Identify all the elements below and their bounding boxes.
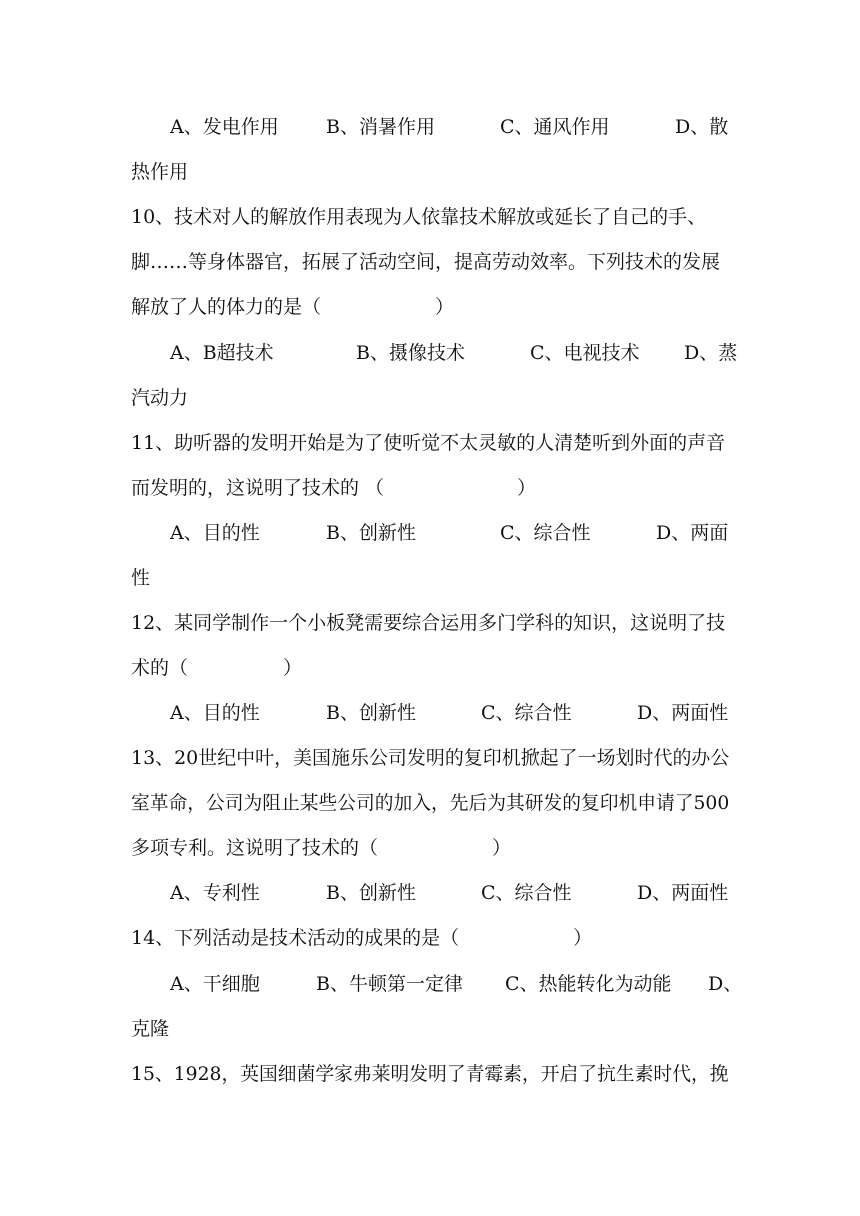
q11-option-c: C、综合性 [500, 522, 591, 544]
q14-option-d-wrap: 克隆 [131, 1018, 170, 1040]
q9-options [0, 112, 860, 142]
q12-line-2: 术的（ ） [131, 657, 303, 679]
q12-option-d: D、两面性 [637, 702, 729, 724]
q12-option-c: C、综合性 [481, 702, 572, 724]
q15-line-1: 15、1928，英国细菌学家弗莱明发明了青霉素，开启了抗生素时代，挽 [131, 1063, 729, 1085]
q9-option-d: D、散 [675, 116, 729, 138]
q12-line-1: 12、某同学制作一个小板凳需要综合运用多门学科的知识，这说明了技 [131, 612, 726, 634]
q13-line-3: 多项专利。这说明了技术的（ ） [131, 837, 512, 859]
q14-option-a: A、干细胞 [170, 973, 260, 995]
q11-line-1: 11、助听器的发明开始是为了使听觉不太灵敏的人清楚听到外面的声音 [131, 432, 726, 454]
q10-option-d: D、蒸 [684, 342, 738, 364]
q11-option-d: D、两面 [656, 522, 729, 544]
q9-option-c: C、通风作用 [500, 116, 610, 138]
q9-option-a: A、发电作用 [170, 116, 279, 138]
q14-option-d: D、 [708, 973, 743, 995]
q10-option-a: A、B超技术 [170, 342, 274, 364]
q11-line-2: 而发明的，这说明了技术的 （ ） [131, 477, 537, 499]
q11-option-b: B、创新性 [326, 522, 416, 544]
q10-option-d-wrap: 汽动力 [131, 387, 189, 409]
q10-line-3: 解放了人的体力的是（ ） [131, 296, 455, 318]
q9-option-b: B、消暑作用 [326, 116, 435, 138]
q12-option-a: A、目的性 [170, 702, 260, 724]
q14-options [0, 969, 860, 999]
q9-option-d-wrap: 热作用 [131, 161, 189, 183]
q14-option-c: C、热能转化为动能 [505, 973, 672, 995]
q13-option-a: A、专利性 [170, 882, 260, 904]
q11-option-a: A、目的性 [170, 522, 260, 544]
q13-option-b: B、创新性 [326, 882, 416, 904]
q10-line-2: 脚……等身体器官，拓展了活动空间，提高劳动效率。下列技术的发展 [131, 251, 721, 273]
q13-line-1: 13、20世纪中叶，美国施乐公司发明的复印机掀起了一场划时代的办公 [131, 747, 730, 769]
q14-option-b: B、牛顿第一定律 [316, 973, 463, 995]
q13-option-d: D、两面性 [637, 882, 729, 904]
q10-options [0, 338, 860, 368]
q13-options [0, 878, 860, 908]
q14-line-1: 14、下列活动是技术活动的成果的是（ ） [131, 927, 593, 949]
q10-option-c: C、电视技术 [530, 342, 640, 364]
q10-option-b: B、摄像技术 [356, 342, 465, 364]
q12-option-b: B、创新性 [326, 702, 416, 724]
q10-line-1: 10、技术对人的解放作用表现为人依靠技术解放或延长了自己的手、 [131, 206, 707, 228]
q13-option-c: C、综合性 [481, 882, 572, 904]
q13-line-2: 室革命，公司为阻止某些公司的加入，先后为其研发的复印机申请了500 [131, 792, 730, 814]
q11-option-d-wrap: 性 [131, 567, 151, 589]
q12-options [0, 698, 860, 728]
q11-options [0, 518, 860, 548]
